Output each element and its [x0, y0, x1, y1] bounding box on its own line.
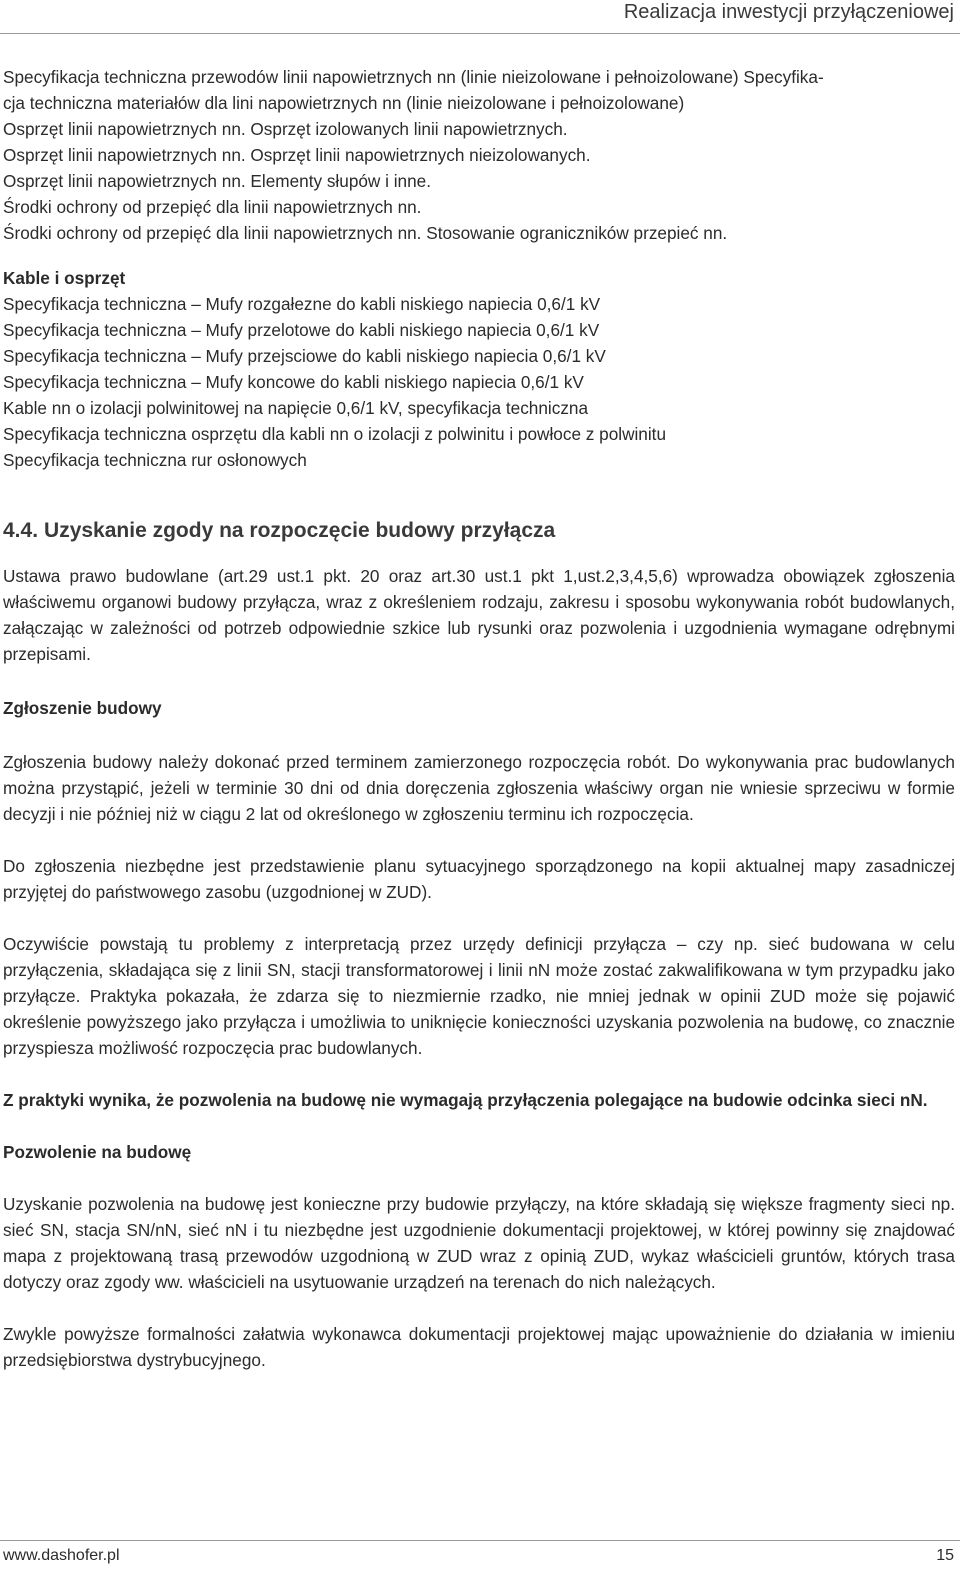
header-divider [0, 33, 960, 34]
spec-list-item: Osprzęt linii napowietrznych nn. Osprzęt linii napowietrznych nieizolowanych. [3, 145, 591, 165]
page-number: 15 [936, 1547, 954, 1564]
cable-spec-item: Specyfikacja techniczna osprzętu dla kabli nn o izolacji z polwinitu i powłoce z polwinitu [3, 424, 667, 444]
practice-conclusion: Z praktyki wynika, że pozwolenia na budowę nie wymagają przyłączenia polegające na budowie odcinka sieci nN. [3, 1090, 928, 1110]
spec-list-item: cja techniczna materiałów dla lini napowietrznych nn (linie nieizolowane i pełnoizolowane) [3, 93, 685, 113]
permit-paragraph-1: Uzyskanie pozwolenia na budowę jest konieczne przy budowie przyłączy, na które składają się większe fragmenty sieci np. sieć SN, stacja SN/nN, sieć nN i tu niezbędne jest uzgodnienie dokumentacji projektowej, w której powinny się znajdować mapa z projektowaną trasą przewodów uzgodnioną w ZUD wraz z opinią ZUD, wykaz właścicieli gruntów, których trasa dotyczy oraz zgody ww. właścicieli na usytuowanie urządzeń na terenach do nich należących. [3, 1194, 955, 1292]
permit-paragraph-2: Zwykle powyższe formalności załatwia wykonawca dokumentacji projektowej mając upoważnienie do działania w imieniu przedsiębiorstwa dystrybucyjnego. [3, 1324, 955, 1370]
footer-website: www.dashofer.pl [3, 1547, 120, 1564]
spec-list-item: Środki ochrony od przepięć dla linii napowietrznych nn. Stosowanie ograniczników przepieć nn. [3, 223, 728, 243]
cable-spec-item: Specyfikacja techniczna – Mufy przelotowe do kabli niskiego napiecia 0,6/1 kV [3, 320, 600, 340]
cable-spec-item: Specyfikacja techniczna – Mufy rozgałezne do kabli niskiego napiecia 0,6/1 kV [3, 294, 601, 314]
cables-title: Kable i osprzęt [3, 268, 126, 288]
spec-list-item: Specyfikacja techniczna przewodów linii napowietrznych nn (linie nieizolowane i pełnoizolowane) Specyfika- [3, 67, 824, 87]
notification-paragraph-3: Oczywiście powstają tu problemy z interpretacją przez urzędy definicji przyłącza – czy np. sieć budowana w celu przyłączenia, składająca się z linii SN, stacji transformatorowej i linii nN może zostać zakwalifikowana w tym przypadku jako przyłącze. Praktyka pokazała, że zdarza się to niezmiernie rzadko, nie mniej jednak w opinii ZUD może się pojawić określenie powyższego jako przyłącza i umożliwia to uniknięcie konieczności uzyskania pozwolenia na budowę, co znacznie przyspiesza możliwość rozpoczęcia prac budowlanych. [3, 934, 955, 1058]
cable-spec-item: Specyfikacja techniczna – Mufy przejsciowe do kabli niskiego napiecia 0,6/1 kV [3, 346, 606, 366]
spec-list-item: Środki ochrony od przepięć dla linii napowietrznych nn. [3, 197, 422, 217]
cables-spec-list [3, 265, 955, 473]
spec-list-item: Osprzęt linii napowietrznych nn. Elementy słupów i inne. [3, 171, 431, 191]
intro-paragraph: Ustawa prawo budowlane (art.29 ust.1 pkt. 20 oraz art.30 ust.1 pkt 1,ust.2,3,4,5,6) wprowadza obowiązek zgłoszenia właściwemu organowi budowy przyłącza, wraz z określeniem rodzaju, zakresu i sposobu wykonywania robót budowlanych, załączając w zależności od potrzeb odpowiednie szkice lub rysunki oraz pozwolenia i uzgodnienia wymagane odrębnymi przepisami. [3, 566, 955, 664]
section-title: Uzyskanie zgody na rozpoczęcie budowy przyłącza [44, 519, 556, 542]
notification-paragraph-2: Do zgłoszenia niezbędne jest przedstawienie planu sytuacyjnego sporządzonego na kopii aktualnej mapy zasadniczej przyjętej do państwowego zasobu (uzgodnionej w ZUD). [3, 856, 955, 902]
page-content [3, 64, 955, 1373]
section-heading [3, 518, 955, 544]
cable-spec-item: Specyfikacja techniczna – Mufy koncowe do kabli niskiego napiecia 0,6/1 kV [3, 372, 584, 392]
cable-spec-item: Kable nn o izolacji polwinitowej na napięcie 0,6/1 kV, specyfikacja techniczna [3, 398, 589, 418]
spec-list-item: Osprzęt linii napowietrznych nn. Osprzęt izolowanych linii napowietrznych. [3, 119, 568, 139]
overhead-line-spec-list [3, 64, 955, 246]
running-header: Realizacja inwestycji przyłączeniowej [623, 1, 954, 23]
permit-heading: Pozwolenie na budowę [3, 1142, 192, 1162]
section-number: 4.4. [3, 519, 39, 542]
footer-divider [0, 1540, 960, 1541]
notification-paragraph-1: Zgłoszenia budowy należy dokonać przed terminem zamierzonego rozpoczęcia robót. Do wykonywania prac budowlanych można przystąpić, jeżeli w terminie 30 dni od dnia doręczenia zgłoszenia właściwy organ nie wniesie sprzeciwu w formie decyzji i nie później niż w ciągu 2 lat od określonego w zgłoszeniu terminu ich rozpoczęcia. [3, 752, 955, 824]
cable-spec-item: Specyfikacja techniczna rur osłonowych [3, 450, 307, 470]
notification-heading: Zgłoszenie budowy [3, 698, 162, 718]
